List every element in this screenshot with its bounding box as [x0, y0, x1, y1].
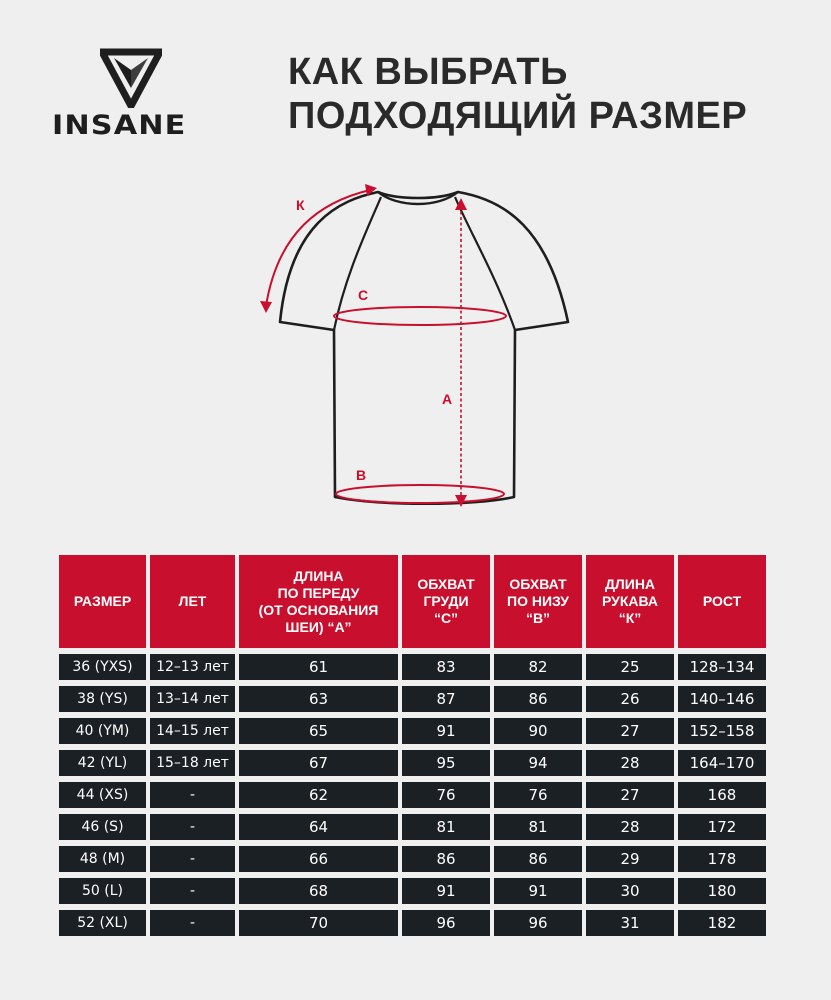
- page-title: [288, 50, 808, 138]
- brand-logo: [52, 48, 212, 148]
- sleeve-arrow-top-icon: [365, 184, 377, 196]
- cell-sleeve: 26: [586, 686, 674, 712]
- header-size: РАЗМЕР: [59, 555, 146, 648]
- sleeve-arrow-bottom-icon: [260, 301, 272, 313]
- cell-age: -: [150, 910, 235, 936]
- cell-height: 164–170: [678, 750, 766, 776]
- cell-chest: 91: [402, 718, 490, 744]
- tshirt-seam-right: [455, 197, 515, 330]
- size-table: [55, 549, 770, 942]
- header-bottom: ОБХВАТ ПО НИЗУ “В”: [494, 555, 582, 648]
- table-row: [59, 878, 766, 904]
- cell-chest: 87: [402, 686, 490, 712]
- title-line-1: КАК ВЫБРАТЬ: [288, 51, 568, 93]
- table-row: [59, 846, 766, 872]
- cell-size: 36 (YXS): [59, 654, 146, 680]
- table-row: [59, 654, 766, 680]
- table-row: [59, 750, 766, 776]
- cell-sleeve: 28: [586, 750, 674, 776]
- cell-bottom: 94: [494, 750, 582, 776]
- table-row: [59, 686, 766, 712]
- cell-bottom: 86: [494, 686, 582, 712]
- cell-front-length: 66: [239, 846, 398, 872]
- table-row: [59, 910, 766, 936]
- cell-bottom: 96: [494, 910, 582, 936]
- cell-chest: 83: [402, 654, 490, 680]
- cell-bottom: 90: [494, 718, 582, 744]
- tshirt-outline: [280, 192, 568, 504]
- cell-chest: 86: [402, 846, 490, 872]
- cell-age: 13–14 лет: [150, 686, 235, 712]
- cell-height: 128–134: [678, 654, 766, 680]
- cell-front-length: 65: [239, 718, 398, 744]
- cell-sleeve: 27: [586, 782, 674, 808]
- cell-size: 38 (YS): [59, 686, 146, 712]
- cell-front-length: 70: [239, 910, 398, 936]
- cell-chest: 81: [402, 814, 490, 840]
- cell-age: -: [150, 814, 235, 840]
- header-sleeve: ДЛИНА РУКАВА “К”: [586, 555, 674, 648]
- cell-height: 180: [678, 878, 766, 904]
- cell-bottom: 76: [494, 782, 582, 808]
- cell-size: 48 (M): [59, 846, 146, 872]
- cell-bottom: 81: [494, 814, 582, 840]
- cell-chest: 76: [402, 782, 490, 808]
- table-row: [59, 814, 766, 840]
- cell-bottom: 82: [494, 654, 582, 680]
- header-height: РОСТ: [678, 555, 766, 648]
- length-label: А: [442, 391, 453, 407]
- length-arrow-top-icon: [455, 198, 467, 210]
- sleeve-label: К: [296, 197, 305, 213]
- cell-height: 172: [678, 814, 766, 840]
- cell-height: 152–158: [678, 718, 766, 744]
- cell-size: 46 (S): [59, 814, 146, 840]
- cell-chest: 95: [402, 750, 490, 776]
- cell-chest: 91: [402, 878, 490, 904]
- cell-sleeve: 30: [586, 878, 674, 904]
- cell-chest: 96: [402, 910, 490, 936]
- bottom-measure-ellipse: [336, 485, 504, 503]
- length-arrow-bottom-icon: [455, 495, 467, 507]
- cell-height: 168: [678, 782, 766, 808]
- cell-bottom: 86: [494, 846, 582, 872]
- header-front-length: ДЛИНА ПО ПЕРЕДУ (ОТ ОСНОВАНИЯ ШЕИ) “А”: [239, 555, 398, 648]
- cell-sleeve: 29: [586, 846, 674, 872]
- tshirt-seam-left: [334, 197, 381, 330]
- cell-sleeve: 28: [586, 814, 674, 840]
- brand-wordmark: INSANE: [52, 110, 187, 141]
- cell-front-length: 64: [239, 814, 398, 840]
- cell-size: 50 (L): [59, 878, 146, 904]
- cell-height: 182: [678, 910, 766, 936]
- cell-size: 40 (YM): [59, 718, 146, 744]
- cell-age: 15–18 лет: [150, 750, 235, 776]
- cell-size: 52 (XL): [59, 910, 146, 936]
- table-header-row: [59, 555, 766, 648]
- bottom-label: В: [356, 467, 367, 483]
- cell-front-length: 62: [239, 782, 398, 808]
- table-row: [59, 718, 766, 744]
- cell-front-length: 61: [239, 654, 398, 680]
- cell-height: 140–146: [678, 686, 766, 712]
- cell-front-length: 63: [239, 686, 398, 712]
- cell-age: -: [150, 846, 235, 872]
- cell-bottom: 91: [494, 878, 582, 904]
- cell-age: 14–15 лет: [150, 718, 235, 744]
- cell-age: -: [150, 878, 235, 904]
- cell-front-length: 68: [239, 878, 398, 904]
- header-age: ЛЕТ: [150, 555, 235, 648]
- cell-sleeve: 25: [586, 654, 674, 680]
- cell-size: 44 (XS): [59, 782, 146, 808]
- sleeve-measure-arc: [266, 190, 370, 306]
- cell-age: 12–13 лет: [150, 654, 235, 680]
- header-chest: ОБХВАТ ГРУДИ “С”: [402, 555, 490, 648]
- table-row: [59, 782, 766, 808]
- cell-front-length: 67: [239, 750, 398, 776]
- title-line-2: ПОДХОДЯЩИЙ РАЗМЕР: [288, 95, 748, 137]
- cell-size: 42 (YL): [59, 750, 146, 776]
- cell-age: -: [150, 782, 235, 808]
- cell-height: 178: [678, 846, 766, 872]
- chest-label: С: [358, 287, 369, 303]
- chest-measure-ellipse: [334, 307, 506, 325]
- tshirt-collar: [378, 192, 458, 204]
- logo-mark-icon: [100, 48, 162, 108]
- cell-sleeve: 27: [586, 718, 674, 744]
- cell-sleeve: 31: [586, 910, 674, 936]
